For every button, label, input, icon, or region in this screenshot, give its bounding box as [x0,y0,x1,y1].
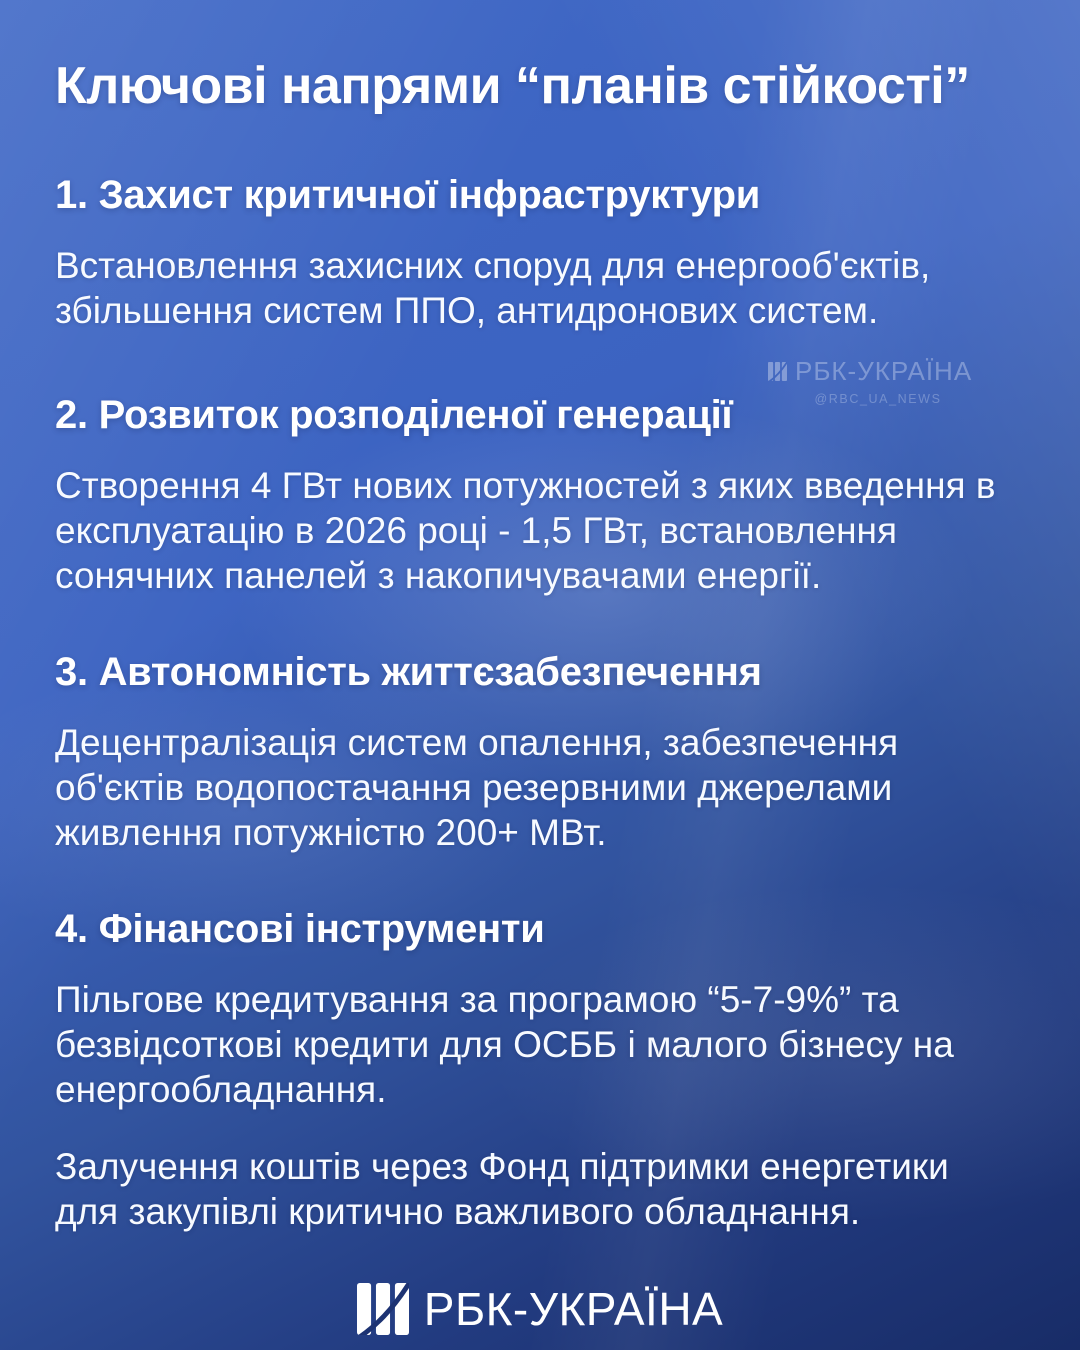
section-finance [55,907,1025,1234]
section-generation-heading: 2. Розвиток розподіленої генерації [55,393,733,438]
section-finance-body [55,977,1025,1112]
section-finance-body-2 [55,1144,1025,1234]
body-line: енергообладнання. [55,1069,387,1111]
section-generation-body [55,463,1025,598]
rbc-logo-icon [357,1283,409,1335]
watermark-brand: РБК-УКРАЇНА [795,356,973,386]
footer-brand: РБК-УКРАЇНА [423,1283,724,1336]
section-protection-body [55,243,1025,333]
footer-logo [55,1282,1025,1336]
section-finance-heading: 4. Фінансові інструменти [55,907,545,952]
section-generation [55,393,1025,598]
body-line: безвідсоткові кредити для ОСББ і малого бізнесу на [55,1024,954,1066]
watermark-brand-row [768,356,988,387]
body-line: для закупівлі критично важливого обладнання. [55,1191,861,1233]
body-line: експлуатацію в 2026 році - 1,5 ГВт, встановлення [55,510,898,552]
body-line: об'єктів водопостачання резервними джерелами [55,767,893,809]
section-protection-heading: 1. Захист критичної інфраструктури [55,173,761,218]
section-protection [55,173,1025,333]
section-autonomy-heading: 3. Автономність життєзабезпечення [55,650,762,695]
watermark-handle: @RBC_UA_NEWS [814,392,942,406]
body-line: Пільгове кредитування за програмою “5-7-9%” та [55,979,899,1021]
rbc-logo-icon [768,362,787,381]
page-title: Ключові напрями “планів стійкості” [55,57,970,115]
body-line: Залучення коштів через Фонд підтримки енергетики [55,1146,949,1188]
body-line: сонячних панелей з накопичувачами енергії. [55,555,822,597]
body-line: збільшення систем ППО, антидронових систем. [55,290,879,332]
body-line: Встановлення захисних споруд для енергооб'єктів, [55,245,931,287]
section-autonomy-body [55,720,1025,855]
body-line: Створення 4 ГВт нових потужностей з яких введення в [55,465,996,507]
section-autonomy [55,650,1025,855]
body-line: Децентралізація систем опалення, забезпечення [55,722,899,764]
body-line: живлення потужністю 200+ МВт. [55,812,607,854]
